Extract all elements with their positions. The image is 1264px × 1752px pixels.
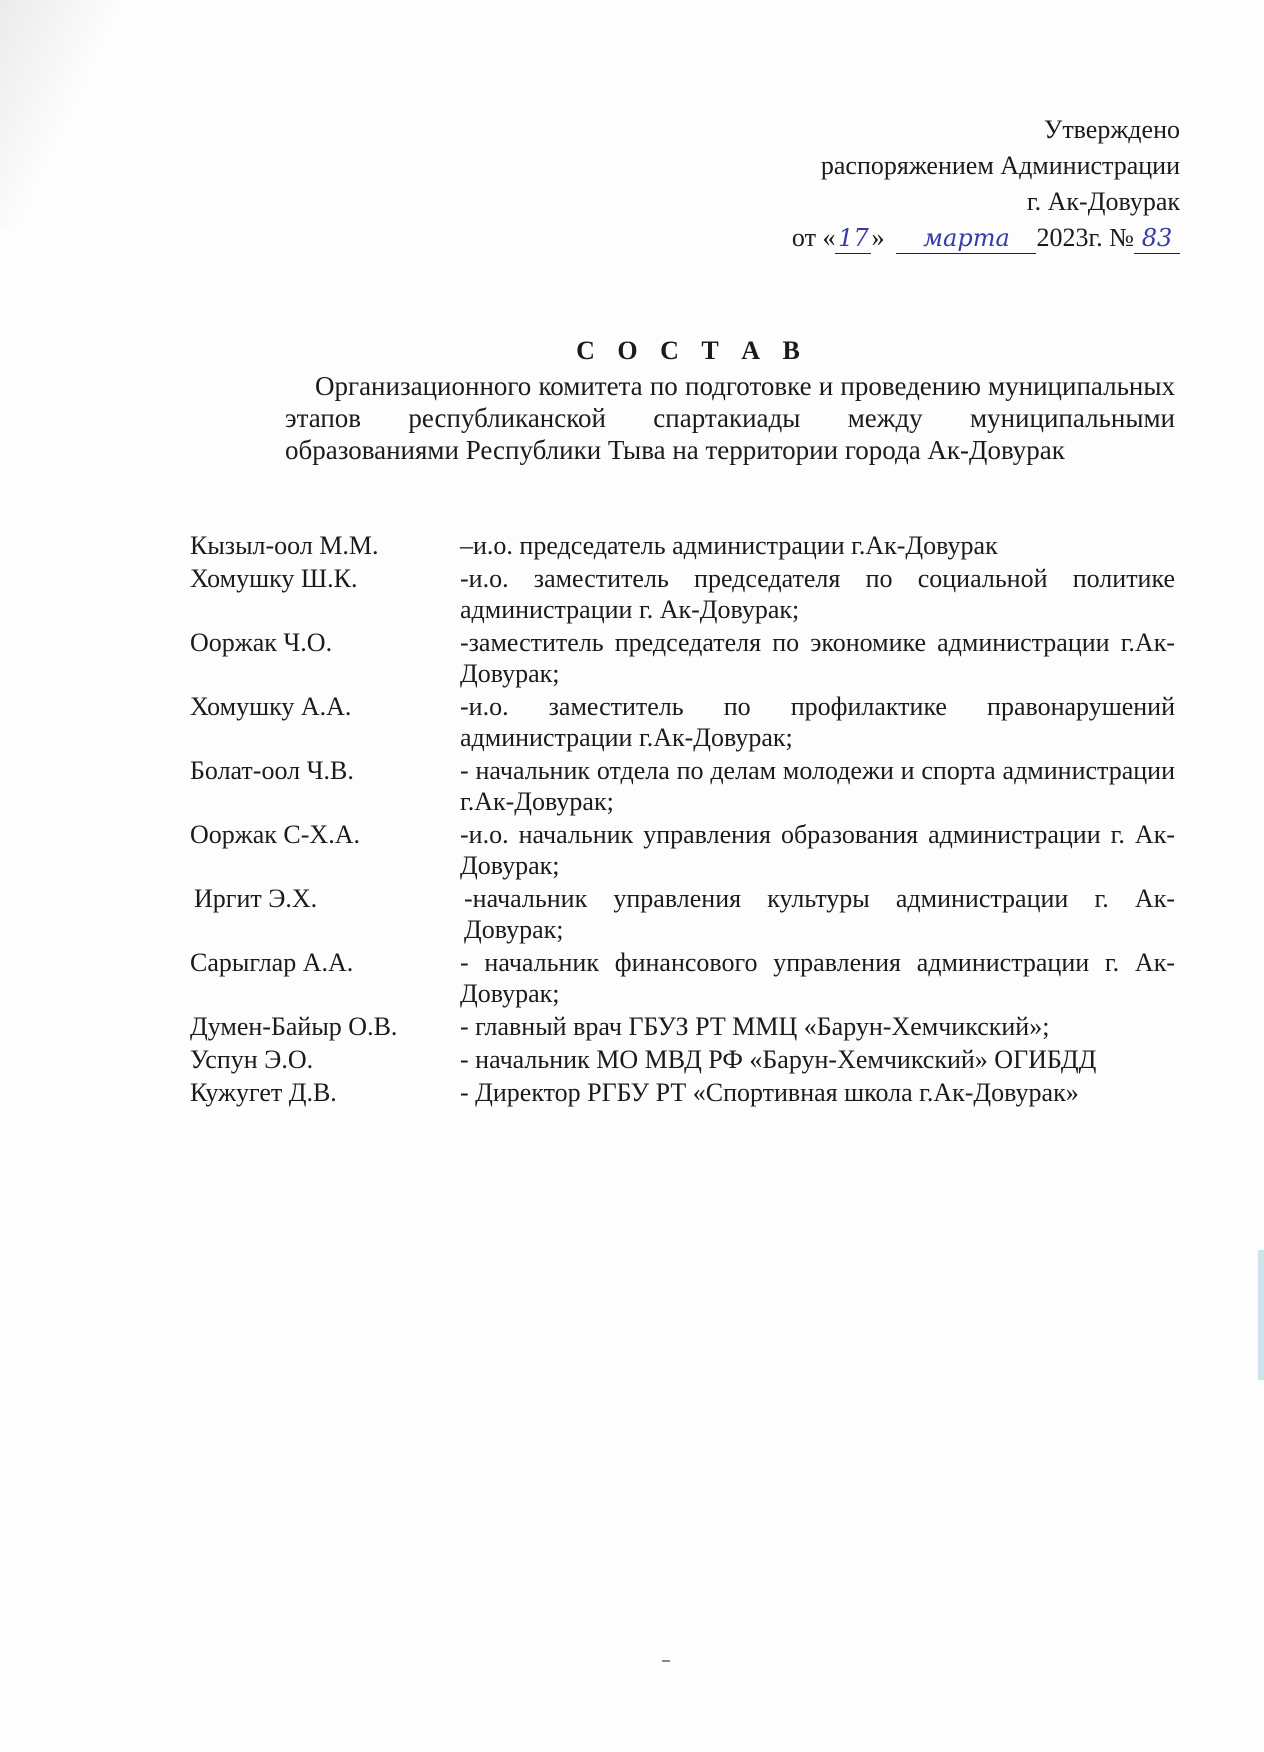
date-sep: » xyxy=(871,223,885,252)
date-month-field xyxy=(896,223,1036,254)
member-name: Ооржак С-Х.А. xyxy=(190,820,360,849)
member-row xyxy=(190,563,1175,625)
approval-line-3: г. Ак-Довурак xyxy=(1026,187,1180,216)
scan-edge-mark xyxy=(1258,1250,1264,1380)
member-name: Хомушку Ш.К. xyxy=(190,564,358,593)
paper-fold-shadow xyxy=(0,0,120,230)
approval-date-line xyxy=(792,220,1180,256)
order-number-handwritten: 83 xyxy=(1141,224,1173,252)
date-prefix: от « xyxy=(791,223,836,252)
date-year: 2023г. № xyxy=(1036,223,1134,252)
member-row xyxy=(190,1044,1175,1075)
member-name: Думен-Байыр О.В. xyxy=(190,1012,398,1041)
date-day-handwritten: 17 xyxy=(838,224,869,252)
member-role: - начальник финансового управления администрации г. Ак-Довурак; xyxy=(460,948,1175,1008)
member-row xyxy=(190,627,1175,689)
member-name: Кызыл-оол М.М. xyxy=(190,531,379,560)
members-list xyxy=(190,530,1175,1108)
member-role: - начальник МО МВД РФ «Барун-Хемчикский» ОГИБДД xyxy=(460,1045,1097,1074)
member-row xyxy=(190,691,1175,753)
member-name: Ооржак Ч.О. xyxy=(190,628,333,657)
member-role: -и.о. заместитель председателя по социальной политике администрации г. Ак-Довурак; xyxy=(460,564,1175,624)
member-role: - главный врач ГБУЗ РТ ММЦ «Барун-Хемчикский»; xyxy=(460,1012,1050,1041)
member-row xyxy=(190,883,1175,945)
member-role: -и.о. начальник управления образования администрации г. Ак-Довурак; xyxy=(460,820,1175,880)
member-row xyxy=(190,1011,1175,1042)
member-name: Иргит Э.Х. xyxy=(194,884,318,913)
approval-line-2: распоряжением Администрации xyxy=(820,151,1180,180)
member-name: Сарыглар А.А. xyxy=(190,948,354,977)
member-row xyxy=(190,819,1175,881)
member-row xyxy=(190,530,1175,561)
member-row xyxy=(190,1077,1175,1108)
member-role: -заместитель председателя по экономике администрации г.Ак-Довурак; xyxy=(460,628,1175,688)
date-day-field xyxy=(835,223,871,254)
member-role: -и.о. заместитель по профилактике правонарушений администрации г.Ак-Довурак; xyxy=(460,692,1175,752)
member-row xyxy=(190,947,1175,1009)
member-name: Успун Э.О. xyxy=(190,1045,314,1074)
member-name: Хомушку А.А. xyxy=(190,692,352,721)
member-role: - Директор РГБУ РТ «Спортивная школа г.Ак-Довурак» xyxy=(460,1078,1079,1107)
member-name: Кужугет Д.В. xyxy=(190,1078,337,1107)
member-role: - начальник отдела по делам молодежи и спорта администрации г.Ак-Довурак; xyxy=(460,756,1175,816)
member-name: Болат-оол Ч.В. xyxy=(190,756,354,785)
approval-block xyxy=(792,112,1180,256)
member-row xyxy=(190,755,1175,817)
document-intro: Организационного комитета по подготовке и проведению муниципальных этапов республиканской спартакиады между муниципальными образованиями Республики Тыва на территории города Ак-Довурак xyxy=(285,371,1175,465)
document-title: С О С Т А В xyxy=(576,336,808,365)
approval-line-1: Утверждено xyxy=(1043,115,1180,144)
member-role: –и.о. председатель администрации г.Ак-Довурак xyxy=(460,531,998,560)
member-role: -начальник управления культуры администрации г. Ак-Довурак; xyxy=(464,884,1175,944)
scan-artifact-mark xyxy=(662,1660,670,1662)
date-month-handwritten: марта xyxy=(923,224,1010,252)
order-number-field xyxy=(1134,223,1180,254)
